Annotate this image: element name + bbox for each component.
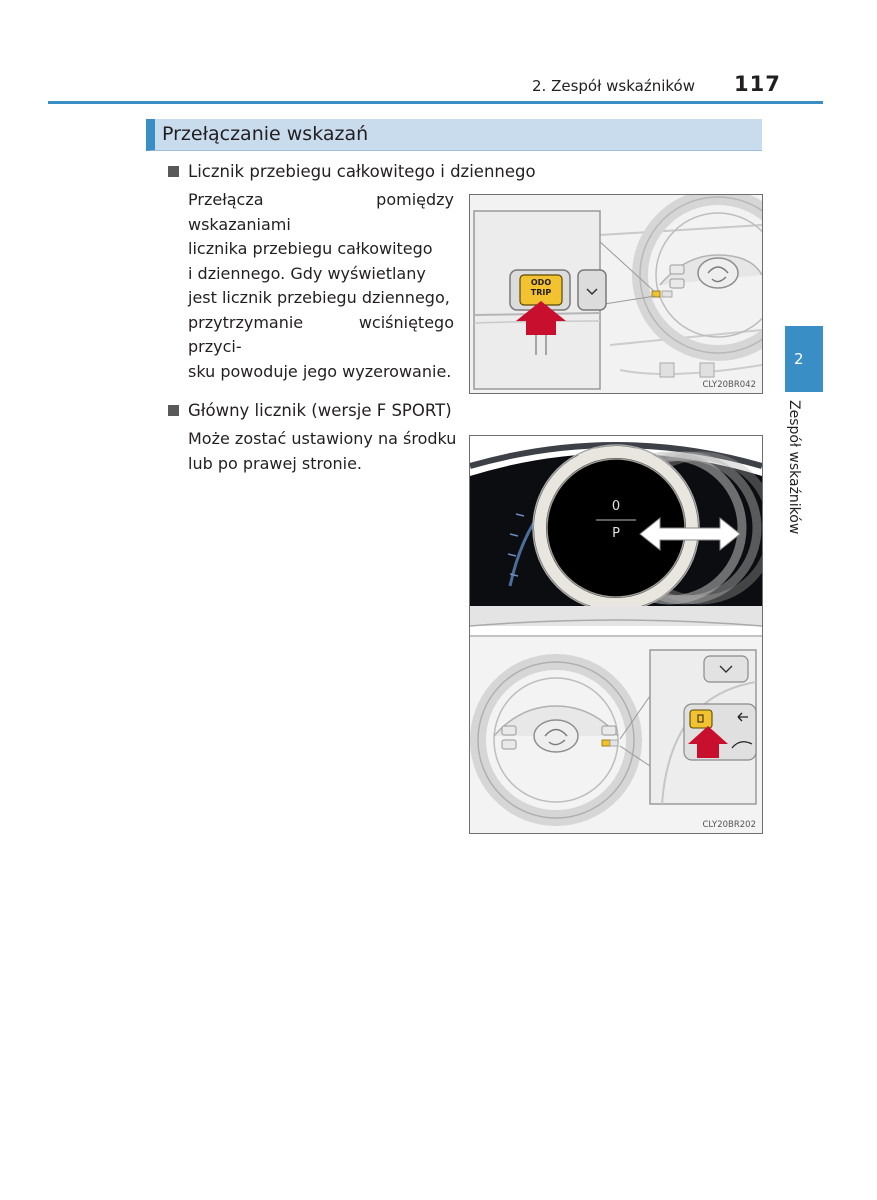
square-bullet-icon	[168, 166, 179, 177]
odo-button-label-line1: ODO	[530, 278, 552, 287]
text-line: przytrzymanie wciśniętego przyci-	[188, 312, 454, 356]
odometer-description	[188, 188, 454, 384]
subheading-main-meter-text: Główny licznik (wersje F SPORT)	[188, 401, 452, 420]
page-number: 117	[734, 72, 781, 96]
subheading-odometer	[168, 162, 536, 181]
gauge-top-readout: 0	[611, 499, 621, 514]
gauge-gear-readout: P	[612, 526, 620, 541]
text-line: lub po prawej stronie.	[188, 453, 362, 473]
movable-meter-illustration	[470, 436, 762, 833]
chapter-tab-number: 2	[794, 350, 804, 368]
odo-trip-illustration	[470, 195, 762, 393]
square-bullet-icon	[168, 405, 179, 416]
header-title: 2. Zespół wskaźników	[532, 77, 695, 95]
text-line: sku powoduje jego wyzerowanie.	[188, 361, 452, 381]
odo-button-label-line2: TRIP	[530, 288, 552, 297]
figure-movable-meter	[469, 435, 763, 834]
text-line: i dziennego. Gdy wyświetlany	[188, 263, 426, 283]
subheading-odometer-text: Licznik przebiegu całkowitego i dziennego	[188, 162, 536, 181]
text-line: jest licznik przebiegu dziennego,	[188, 288, 450, 307]
figure-code: CLY20BR042	[702, 380, 756, 390]
figure-odo-trip-button	[469, 194, 763, 394]
chapter-tab-label: Zespół wskaźników	[786, 400, 802, 535]
chapter-tab	[785, 326, 823, 392]
header-rule	[48, 101, 823, 104]
subheading-main-meter	[168, 401, 452, 420]
text-line: Przełącza pomiędzy wskazaniami	[188, 190, 454, 234]
figure-code: CLY20BR202	[702, 820, 756, 830]
text-line: licznika przebiegu całkowitego	[188, 239, 433, 258]
section-title: Przełączanie wskazań	[162, 123, 369, 145]
main-meter-description	[188, 427, 460, 476]
text-line: Może zostać ustawiony na środku	[188, 429, 457, 448]
section-title-bar	[146, 119, 762, 151]
